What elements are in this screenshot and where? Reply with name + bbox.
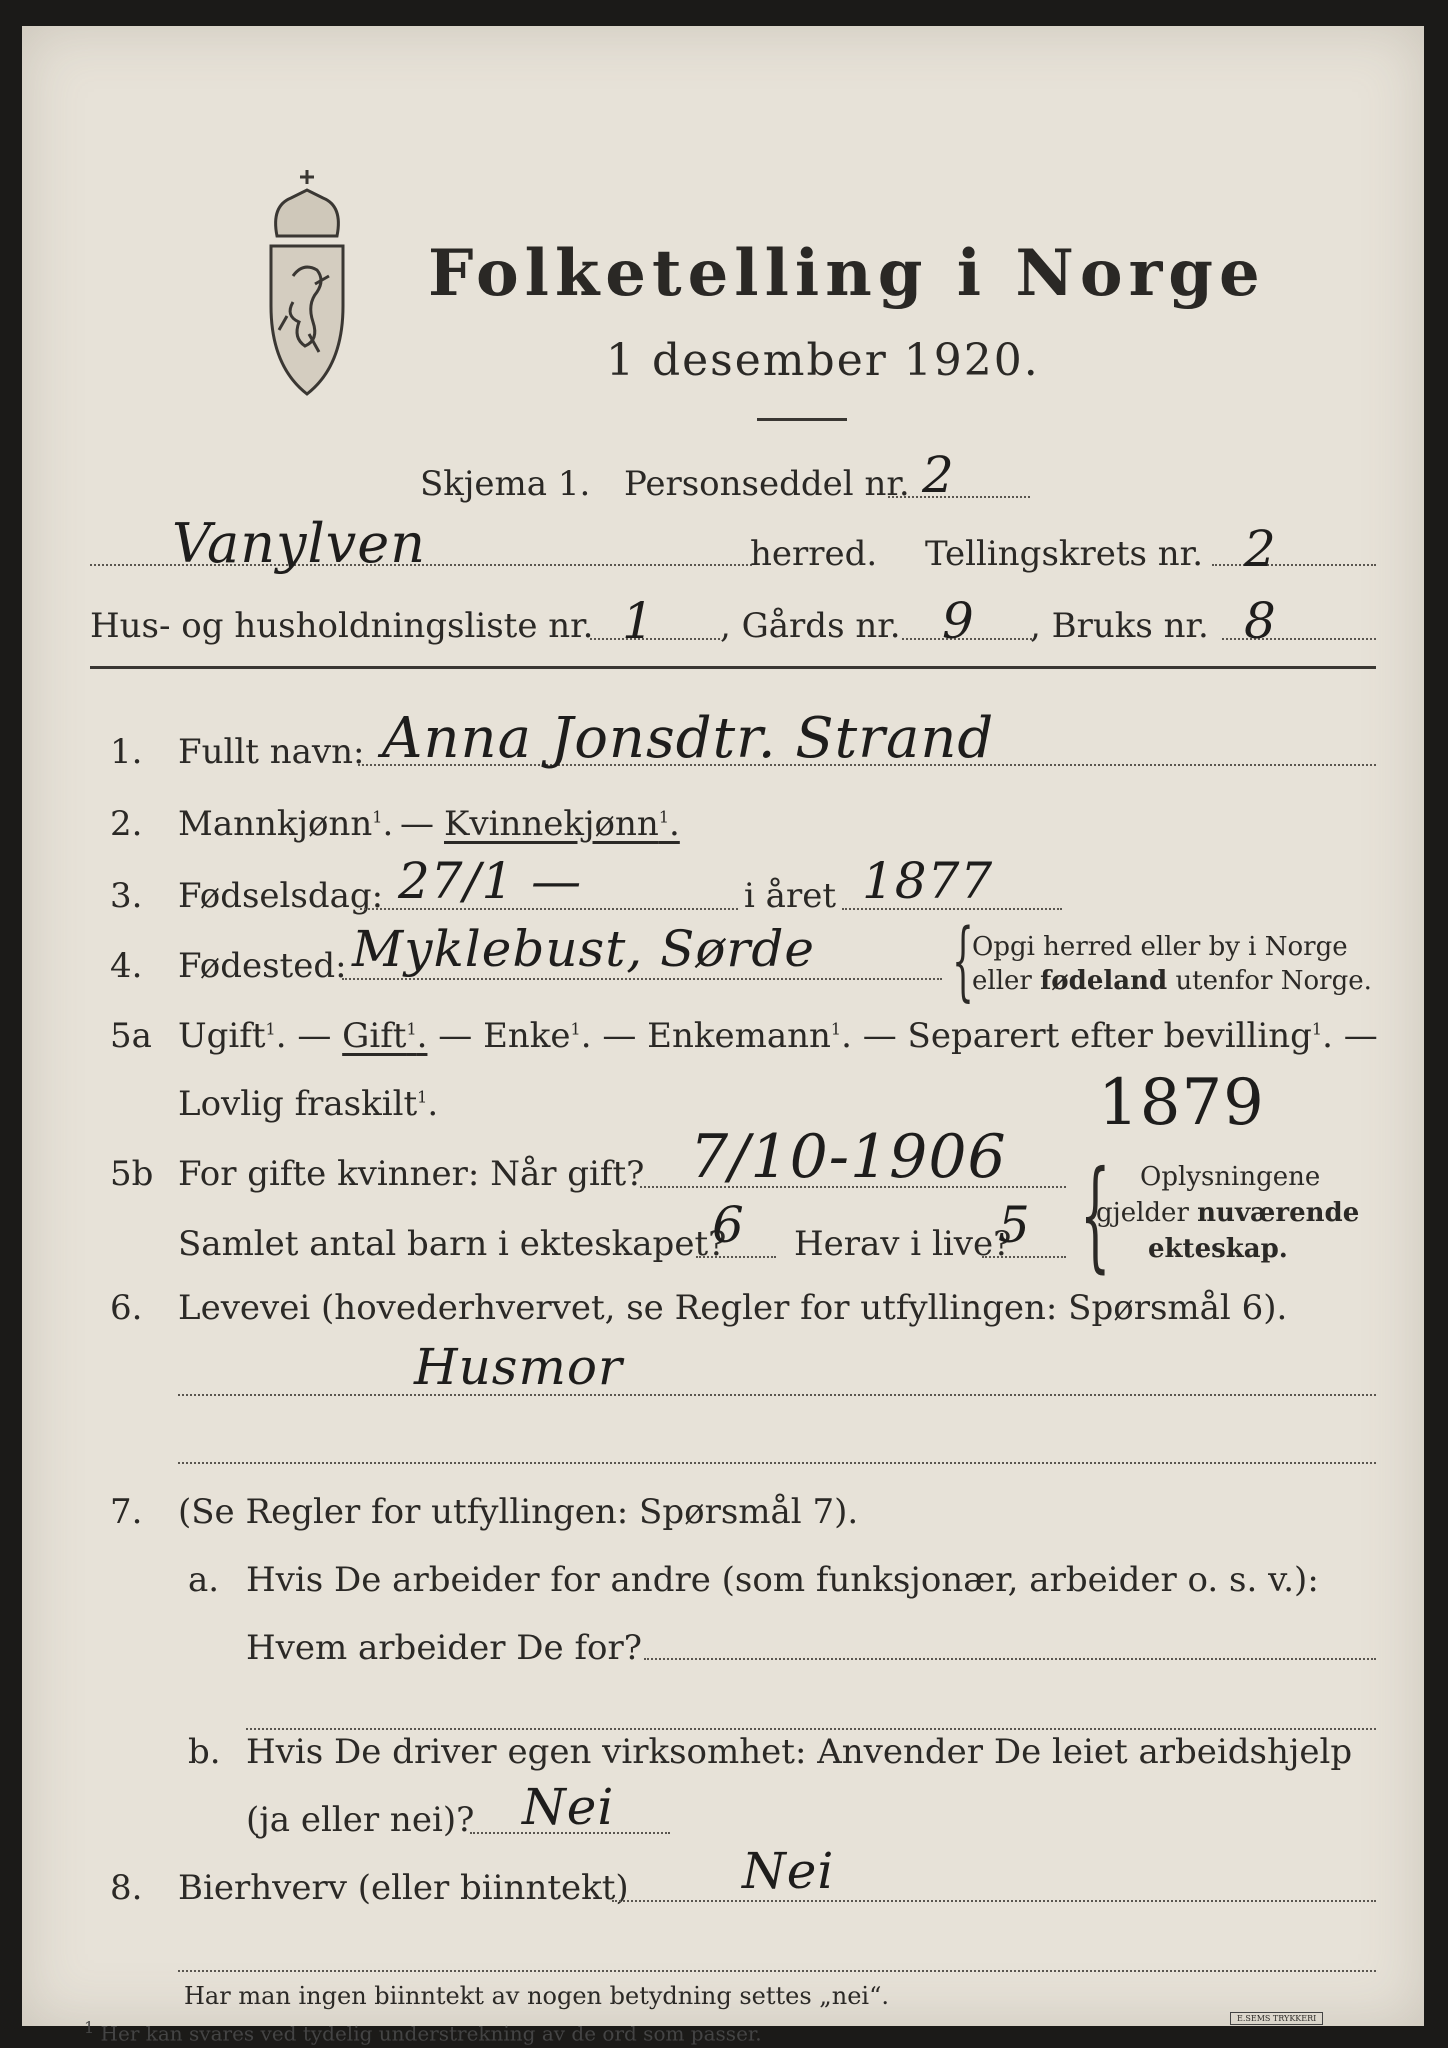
q7b-letter: b. bbox=[188, 1732, 221, 1772]
q1-number: 1. bbox=[110, 732, 143, 772]
q4-brace: { bbox=[952, 911, 974, 1011]
census-date: 1 desember 1920. bbox=[606, 335, 1040, 386]
q5a-lovlig: Lovlig fraskilt$^1$. bbox=[178, 1084, 439, 1124]
q5b-barn-label: Samlet antal barn i ekteskapet? bbox=[178, 1224, 727, 1264]
census-form-page bbox=[22, 26, 1424, 2046]
q1-label: Fullt navn: bbox=[178, 732, 365, 772]
form-title: Folketelling i Norge bbox=[428, 236, 1266, 311]
q5b-label: For gifte kvinner: Når gift? bbox=[178, 1154, 645, 1194]
tellingskrets-field[interactable] bbox=[1212, 564, 1376, 566]
q7a-letter: a. bbox=[188, 1560, 220, 1600]
employer-field-line2[interactable] bbox=[246, 1728, 1376, 1730]
side-income-field-line2[interactable] bbox=[178, 1970, 1376, 1972]
q6-label: Levevei (hovederhvervet, se Regler for utfyllingen: Spørsmål 6). bbox=[178, 1288, 1288, 1328]
printer-mark: E.SEMS TRYKKERI bbox=[1230, 2012, 1323, 2025]
side-income-value: Nei bbox=[742, 1842, 835, 1900]
header-divider bbox=[90, 666, 1376, 669]
occupation-field-line1[interactable] bbox=[178, 1394, 1376, 1396]
q5a-options: Ugift$^1$. — Gift$^1$. — Enke$^1$. — Enkemann$^1$. — Separert efter bevilling$^1$. — bbox=[178, 1016, 1378, 1056]
q2-female-underlined: Kvinnekjønn$^1$. bbox=[444, 804, 680, 844]
footnote: $^1$ Her kan svares ved tydelig understrekning av de ord som passer. bbox=[84, 2018, 762, 2046]
children-alive-value: 5 bbox=[998, 1196, 1031, 1254]
husliste-label: Hus- og husholdningsliste nr. bbox=[90, 606, 594, 646]
title-divider bbox=[757, 418, 847, 421]
personseddel-field[interactable] bbox=[888, 496, 1030, 498]
personseddel-label: Personseddel nr. bbox=[624, 464, 910, 504]
q7-label: (Se Regler for utfyllingen: Spørsmål 7). bbox=[178, 1492, 859, 1532]
gards-value: 9 bbox=[942, 592, 975, 650]
q3-label: Fødselsdag: bbox=[178, 876, 384, 916]
tellingskrets-value: 2 bbox=[1244, 520, 1277, 578]
herred-value: Vanylven bbox=[172, 512, 427, 575]
q3-number: 3. bbox=[110, 876, 143, 916]
children-total-field[interactable] bbox=[696, 1256, 776, 1258]
employer-field-line1[interactable] bbox=[644, 1658, 1376, 1660]
occupation-field-line2[interactable] bbox=[178, 1462, 1376, 1464]
q5b-note-line2: gjelder nuværende bbox=[1096, 1198, 1360, 1228]
q6-number: 6. bbox=[110, 1288, 143, 1328]
q5a-number: 5a bbox=[110, 1016, 152, 1056]
side-income-field[interactable] bbox=[612, 1900, 1376, 1902]
q5a-gift-underlined: Gift$^1$. bbox=[342, 1016, 428, 1056]
tellingskrets-label: Tellingskrets nr. bbox=[925, 534, 1204, 574]
q5b-extra-year: 1879 bbox=[1098, 1066, 1265, 1140]
marriage-date-value: 7/10-1906 bbox=[690, 1122, 1007, 1192]
herred-label: herred. bbox=[750, 534, 878, 574]
q5b-number: 5b bbox=[110, 1154, 154, 1194]
children-alive-field[interactable] bbox=[982, 1256, 1066, 1258]
birth-year-value: 1877 bbox=[862, 852, 994, 910]
personseddel-value: 2 bbox=[922, 446, 955, 504]
q4-number: 4. bbox=[110, 946, 143, 986]
full-name-value: Anna Jonsdtr. Strand bbox=[382, 706, 995, 771]
q7a-question: Hvem arbeider De for? bbox=[246, 1628, 642, 1668]
q5b-note-line3: ekteskap. bbox=[1148, 1234, 1288, 1264]
q2-number: 2. bbox=[110, 804, 143, 844]
q5b-brace: { bbox=[1080, 1146, 1111, 1285]
norway-coat-of-arms-icon bbox=[257, 166, 357, 406]
q4-note-line2: eller fødeland utenfor Norge. bbox=[972, 966, 1372, 996]
husliste-field[interactable] bbox=[590, 638, 720, 640]
q5b-note-line1: Oplysningene bbox=[1140, 1162, 1321, 1192]
q7a-label: Hvis De arbeider for andre (som funksjonær, arbeider o. s. v.): bbox=[246, 1560, 1319, 1600]
bruks-value: 8 bbox=[1244, 592, 1277, 650]
q8-number: 8. bbox=[110, 1868, 143, 1908]
q3-year-label: i året bbox=[744, 876, 836, 916]
footer-note: Har man ingen biinntekt av nogen betydning settes „nei“. bbox=[184, 1982, 889, 2010]
bruks-label: , Bruks nr. bbox=[1030, 606, 1209, 646]
q8-label: Bierhverv (eller biinntekt) bbox=[178, 1868, 629, 1908]
birthplace-value: Myklebust, Sørde bbox=[352, 920, 815, 978]
gards-label: , Gårds nr. bbox=[720, 606, 901, 646]
q4-note-line1: Opgi herred eller by i Norge bbox=[972, 932, 1348, 962]
q5b-live-label: Herav i live? bbox=[794, 1224, 1012, 1264]
q2-separator: — bbox=[400, 804, 434, 844]
q7b-label: Hvis De driver egen virksomhet: Anvender De leiet arbeidshjelp bbox=[246, 1732, 1353, 1772]
hired-help-value: Nei bbox=[522, 1778, 615, 1836]
occupation-value: Husmor bbox=[414, 1338, 623, 1396]
children-total-value: 6 bbox=[712, 1196, 745, 1254]
q7-number: 7. bbox=[110, 1492, 143, 1532]
q7b-question: (ja eller nei)? bbox=[246, 1800, 475, 1840]
husliste-value: 1 bbox=[622, 592, 655, 650]
birthplace-field[interactable] bbox=[342, 978, 942, 980]
birthday-value: 27/1 — bbox=[398, 852, 583, 910]
q2-male: Mannkjønn$^1$. bbox=[178, 804, 394, 844]
q4-label: Fødested: bbox=[178, 946, 347, 986]
schema-label: Skjema 1. bbox=[420, 464, 591, 504]
